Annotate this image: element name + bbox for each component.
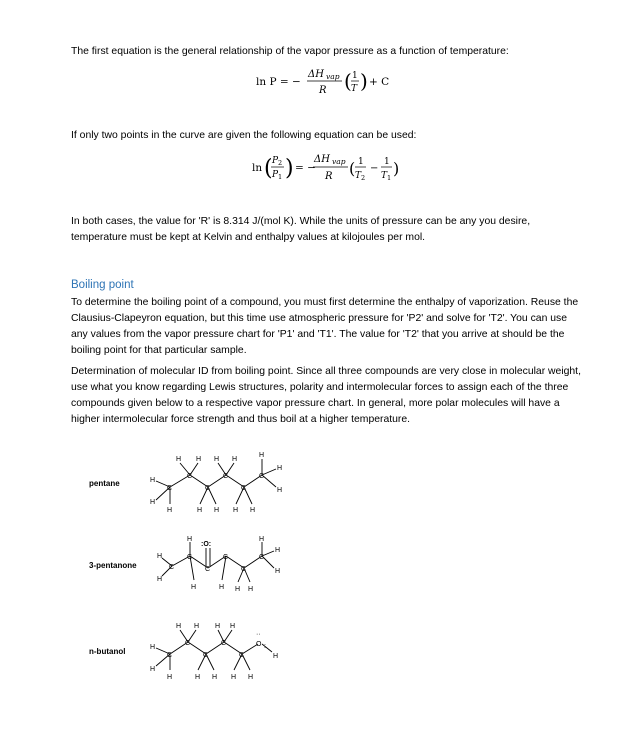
- svg-text::: :: [264, 643, 266, 650]
- intro-text: The first equation is the general relationship of the vapor pressure as a function of temperature:: [71, 46, 509, 57]
- carbon-atom: C: [205, 485, 211, 492]
- eq2-one-a: 1: [358, 157, 364, 167]
- hydrogen-atom: H: [232, 456, 238, 463]
- eq2-ln: ln: [252, 162, 263, 174]
- hydrogen-atom: H: [176, 623, 182, 630]
- hydrogen-atom: H: [214, 456, 220, 463]
- hydrogen-atom: H: [196, 456, 202, 463]
- hydrogen-atom: H: [230, 623, 236, 630]
- hydrogen-atom: H: [150, 666, 156, 673]
- eq2-denominator: R: [325, 171, 333, 182]
- hydrogen-atom: H: [275, 568, 281, 575]
- eq2-p2-sub: 2: [278, 159, 283, 167]
- eq2-eq: = −: [295, 162, 316, 174]
- eq2-t2: T: [355, 171, 362, 181]
- hydrogen-atom: H: [157, 576, 163, 583]
- carbon-atom: C: [203, 652, 209, 659]
- eq1-numerator-sub: vap: [326, 72, 340, 81]
- carbon-atom: C: [241, 485, 247, 492]
- carbon-atom: C: [205, 566, 211, 573]
- carbon-atom: C: [169, 564, 175, 571]
- hydrogen-atom: H: [167, 674, 173, 681]
- hydrogen-atom: H: [235, 586, 241, 593]
- svg-text:): ): [285, 156, 294, 181]
- carbon-atom: C: [223, 554, 229, 561]
- hydrogen-atom: H: [248, 674, 254, 681]
- hydrogen-atom: H: [275, 547, 281, 554]
- hydrogen-atom: H: [150, 477, 156, 484]
- eq1-paren-close: ): [360, 69, 368, 93]
- carbon-atom: C: [239, 652, 245, 659]
- carbon-atom: C: [259, 473, 265, 480]
- oxygen-atom: :O:: [201, 541, 212, 548]
- eq2-t1-sub: 1: [387, 174, 392, 182]
- carbon-atom: C: [259, 554, 265, 561]
- compound-label-3-pentanone: 3-pentanone: [89, 561, 137, 570]
- eq2-p1-sub: 1: [278, 173, 283, 181]
- hydrogen-atom: H: [215, 623, 221, 630]
- svg-text:): ): [393, 159, 400, 178]
- boiling-point-heading: Boiling point: [71, 279, 134, 291]
- oxygen-atom: O: [256, 641, 262, 648]
- hydrogen-atom: H: [214, 507, 220, 514]
- two-point-text: If only two points in the curve are given the following equation can be used:: [71, 130, 417, 141]
- pentane-structure: [140, 452, 300, 522]
- hydrogen-atom: H: [197, 507, 203, 514]
- hydrogen-atom: H: [187, 536, 193, 543]
- hydrogen-atom: H: [259, 452, 265, 459]
- hydrogen-atom: H: [191, 584, 197, 591]
- eq1-inner-num: 1: [352, 71, 358, 81]
- eq1-numerator: ΔH: [308, 69, 324, 80]
- hydrogen-atom: H: [195, 674, 201, 681]
- eq1-inner-den: T: [351, 84, 358, 94]
- eq2-p1: P: [272, 170, 279, 180]
- hydrogen-atom: H: [176, 456, 182, 463]
- hydrogen-atom: H: [157, 553, 163, 560]
- hydrogen-atom: H: [212, 674, 218, 681]
- svg-text:(: (: [264, 156, 273, 181]
- equation-two-point: [252, 147, 412, 192]
- molecular-id-text: Determination of molecular ID from boiling point. Since all three compounds are very close in molecular weight, use what you know regarding Lewis structures, polarity and intermolecular forces to assign each of the three compounds given below to a respective vapor pressure chart. In general, more polar molecules will have a higher intermolecular force strength and thus boil at a higher temperature.: [71, 366, 581, 425]
- carbon-atom: C: [185, 640, 191, 647]
- hydrogen-atom: H: [250, 507, 256, 514]
- svg-text:(: (: [349, 159, 356, 178]
- eq2-p2: P: [272, 156, 279, 166]
- hydrogen-atom: H: [150, 499, 156, 506]
- carbon-atom: C: [187, 473, 193, 480]
- eq1-denominator: R: [319, 85, 327, 96]
- carbon-atom: C: [241, 566, 247, 573]
- carbon-atom: C: [187, 554, 193, 561]
- carbon-atom: C: [223, 473, 229, 480]
- eq1-lhs: ln P = −: [256, 76, 301, 88]
- eq2-numerator: ΔH: [314, 154, 330, 165]
- hydrogen-atom: H: [248, 586, 254, 593]
- eq2-numerator-sub: vap: [332, 157, 346, 166]
- boiling-point-text: To determine the boiling point of a compound, you must first determine the enthalpy of vaporization. Reuse the Clausius-Clapeyron equation, but this time use atmospheric pressure for 'P2' and solve for 'T2'. You can use any values from the vapor pressure chart for 'P1' and 'T1'. The value for 'T2' that you arrive at should be the boiling point for that particular sample.: [71, 297, 579, 356]
- hydrogen-atom: H: [233, 507, 239, 514]
- hydrogen-atom: H: [150, 644, 156, 651]
- hydrogen-atom: H: [273, 653, 279, 660]
- carbon-atom: C: [167, 485, 173, 492]
- svg-text:··: ··: [256, 631, 261, 638]
- compound-label-n-butanol: n-butanol: [89, 647, 126, 656]
- both-cases-text: In both cases, the value for 'R' is 8.314 J/(mol K). While the units of pressure can be any you desire, temperature must be kept at Kelvin and enthalpy values at kilojoules per mol.: [71, 216, 531, 243]
- eq2-one-b: 1: [384, 157, 390, 167]
- eq2-t1: T: [381, 171, 388, 181]
- eq2-minus: −: [370, 163, 379, 174]
- carbon-atom: C: [221, 640, 227, 647]
- equation-general: [256, 60, 396, 105]
- hydrogen-atom: H: [194, 623, 200, 630]
- hydrogen-atom: H: [259, 536, 265, 543]
- compound-label-pentane: pentane: [89, 479, 120, 488]
- n-butanol-structure: [140, 622, 290, 688]
- eq2-t2-sub: 2: [361, 174, 366, 182]
- hydrogen-atom: H: [277, 487, 283, 494]
- hydrogen-atom: H: [167, 507, 173, 514]
- hydrogen-atom: H: [219, 584, 225, 591]
- hydrogen-atom: H: [277, 465, 283, 472]
- 3-pentanone-structure: [152, 536, 282, 602]
- eq1-paren-open: (: [344, 69, 352, 93]
- eq1-tail: + C: [369, 76, 390, 88]
- carbon-atom: C: [167, 652, 173, 659]
- hydrogen-atom: H: [231, 674, 237, 681]
